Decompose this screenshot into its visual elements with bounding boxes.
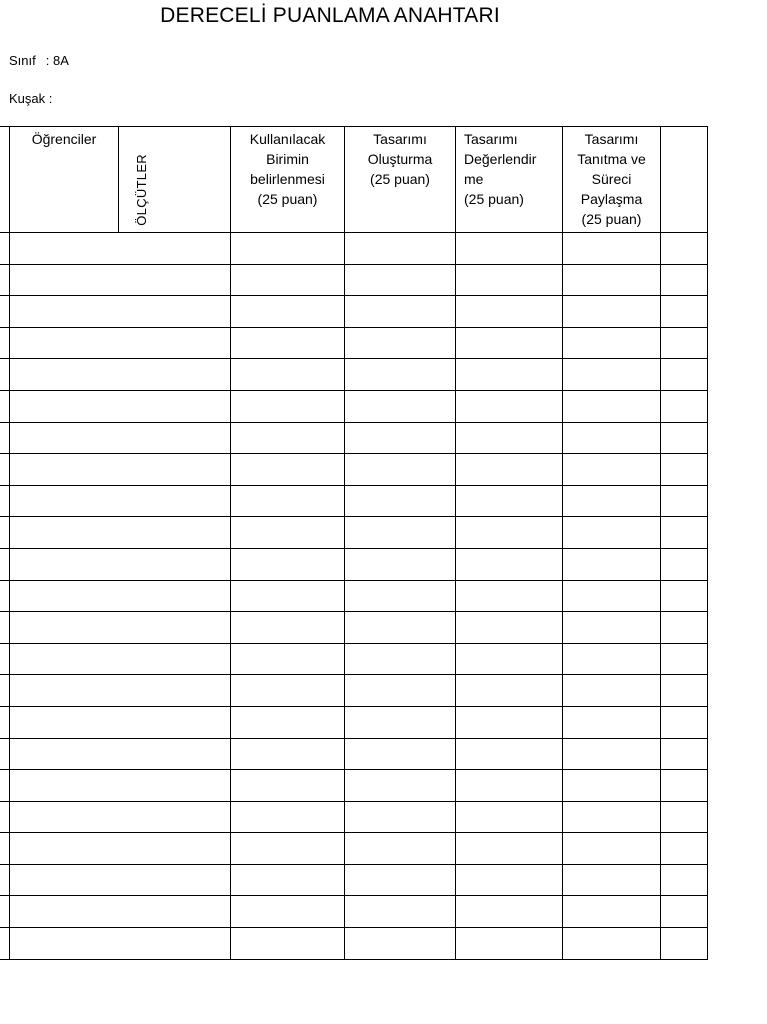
score-cell[interactable] xyxy=(345,738,456,770)
score-cell[interactable] xyxy=(0,264,10,296)
score-cell[interactable] xyxy=(456,770,563,802)
criterion-4-line: Tanıtma ve xyxy=(577,151,646,167)
score-cell[interactable] xyxy=(456,390,563,422)
score-cell[interactable] xyxy=(456,612,563,644)
table-row xyxy=(0,485,708,517)
score-cell[interactable] xyxy=(661,864,708,896)
score-cell[interactable] xyxy=(563,454,661,486)
table-row xyxy=(0,770,708,802)
page-title: DERECELİ PUANLAMA ANAHTARI xyxy=(160,4,500,27)
score-cell[interactable] xyxy=(456,928,563,960)
score-cell[interactable] xyxy=(345,928,456,960)
score-cell[interactable] xyxy=(345,833,456,865)
score-cell[interactable] xyxy=(661,612,708,644)
score-cell[interactable] xyxy=(231,675,345,707)
score-cell[interactable] xyxy=(456,833,563,865)
table-row xyxy=(0,928,708,960)
student-name-cell[interactable] xyxy=(10,422,231,454)
score-cell[interactable] xyxy=(661,327,708,359)
criterion-3-line: (25 puan) xyxy=(464,191,524,207)
score-cell[interactable] xyxy=(661,675,708,707)
score-cell[interactable] xyxy=(345,580,456,612)
score-cell[interactable] xyxy=(563,801,661,833)
score-cell[interactable] xyxy=(0,896,10,928)
score-cell[interactable] xyxy=(456,675,563,707)
score-cell[interactable] xyxy=(456,896,563,928)
table-row xyxy=(0,833,708,865)
score-cell[interactable] xyxy=(231,390,345,422)
table-header-row xyxy=(0,127,708,233)
score-cell[interactable] xyxy=(563,928,661,960)
table-row xyxy=(0,359,708,391)
score-cell[interactable] xyxy=(345,706,456,738)
score-cell[interactable] xyxy=(563,770,661,802)
score-cell[interactable] xyxy=(456,517,563,549)
score-cell[interactable] xyxy=(231,485,345,517)
student-name-cell[interactable] xyxy=(10,454,231,486)
score-cell[interactable] xyxy=(661,517,708,549)
table-row xyxy=(0,296,708,328)
criterion-4-line: Paylaşma xyxy=(580,191,643,207)
student-name-cell[interactable] xyxy=(10,517,231,549)
student-name-cell[interactable] xyxy=(10,896,231,928)
score-cell[interactable] xyxy=(456,454,563,486)
score-cell[interactable] xyxy=(0,801,10,833)
generation-info xyxy=(9,91,52,106)
score-cell[interactable] xyxy=(661,928,708,960)
score-cell[interactable] xyxy=(231,264,345,296)
score-cell[interactable] xyxy=(661,833,708,865)
score-cell[interactable] xyxy=(661,580,708,612)
score-cell[interactable] xyxy=(0,422,10,454)
score-cell[interactable] xyxy=(563,580,661,612)
score-cell[interactable] xyxy=(345,233,456,265)
table-row xyxy=(0,706,708,738)
score-cell[interactable] xyxy=(345,359,456,391)
score-cell[interactable] xyxy=(0,612,10,644)
table-row xyxy=(0,454,708,486)
score-cell[interactable] xyxy=(563,327,661,359)
score-cell[interactable] xyxy=(661,422,708,454)
score-cell[interactable] xyxy=(563,548,661,580)
score-cell[interactable] xyxy=(0,485,10,517)
student-name-cell[interactable] xyxy=(10,580,231,612)
score-cell[interactable] xyxy=(456,548,563,580)
score-cell[interactable] xyxy=(0,928,10,960)
score-cell[interactable] xyxy=(563,233,661,265)
score-cell[interactable] xyxy=(345,612,456,644)
criterion-3-line: me xyxy=(464,171,484,187)
score-cell[interactable] xyxy=(345,390,456,422)
table-row xyxy=(0,612,708,644)
score-cell[interactable] xyxy=(345,454,456,486)
score-cell[interactable] xyxy=(661,738,708,770)
student-name-cell[interactable] xyxy=(10,864,231,896)
table-row xyxy=(0,264,708,296)
score-cell[interactable] xyxy=(456,801,563,833)
score-cell[interactable] xyxy=(345,548,456,580)
criterion-2-line: Oluşturma xyxy=(367,151,433,167)
score-cell[interactable] xyxy=(563,422,661,454)
header-criterion-3 xyxy=(456,127,563,233)
score-cell[interactable] xyxy=(661,359,708,391)
criterion-1-line: belirlenmesi xyxy=(250,171,325,187)
score-cell[interactable] xyxy=(456,327,563,359)
criterion-2-line: Tasarımı xyxy=(373,131,427,147)
criterion-4-line: Süreci xyxy=(591,171,632,187)
table-row xyxy=(0,643,708,675)
score-cell[interactable] xyxy=(456,864,563,896)
score-cell[interactable] xyxy=(345,675,456,707)
student-name-cell[interactable] xyxy=(10,233,231,265)
header-criterion-4 xyxy=(563,127,661,233)
score-cell[interactable] xyxy=(0,643,10,675)
score-cell[interactable] xyxy=(661,233,708,265)
score-cell[interactable] xyxy=(0,675,10,707)
generation-label: Kuşak : xyxy=(9,91,53,106)
score-cell[interactable] xyxy=(231,706,345,738)
score-cell[interactable] xyxy=(563,390,661,422)
table-row xyxy=(0,864,708,896)
criterion-4-line: (25 puan) xyxy=(581,211,642,227)
score-cell[interactable] xyxy=(0,864,10,896)
score-cell[interactable] xyxy=(231,548,345,580)
student-name-cell[interactable] xyxy=(10,706,231,738)
score-cell[interactable] xyxy=(0,738,10,770)
score-cell[interactable] xyxy=(661,896,708,928)
score-cell[interactable] xyxy=(231,296,345,328)
student-name-cell[interactable] xyxy=(10,264,231,296)
student-name-cell[interactable] xyxy=(10,833,231,865)
score-cell[interactable] xyxy=(0,233,10,265)
class-value: : 8A xyxy=(45,53,69,68)
score-cell[interactable] xyxy=(661,770,708,802)
class-label: Sınıf xyxy=(9,53,36,68)
student-name-cell[interactable] xyxy=(10,801,231,833)
score-cell[interactable] xyxy=(345,517,456,549)
score-cell[interactable] xyxy=(661,390,708,422)
score-cell[interactable] xyxy=(345,296,456,328)
score-cell[interactable] xyxy=(661,454,708,486)
table-row xyxy=(0,801,708,833)
criterion-3-line: Tasarımı xyxy=(464,131,518,147)
score-cell[interactable] xyxy=(231,643,345,675)
score-cell[interactable] xyxy=(563,612,661,644)
header-total-blank xyxy=(661,127,708,233)
score-cell[interactable] xyxy=(0,359,10,391)
score-cell[interactable] xyxy=(456,643,563,675)
criterion-1-line: Birimin xyxy=(266,151,309,167)
score-cell[interactable] xyxy=(661,706,708,738)
score-cell[interactable] xyxy=(345,770,456,802)
score-cell[interactable] xyxy=(0,390,10,422)
score-cell[interactable] xyxy=(563,485,661,517)
score-cell[interactable] xyxy=(0,327,10,359)
criterion-4-line: Tasarımı xyxy=(584,131,639,147)
score-cell[interactable] xyxy=(661,801,708,833)
score-cell[interactable] xyxy=(231,928,345,960)
table-row xyxy=(0,233,708,265)
score-cell[interactable] xyxy=(0,517,10,549)
criteria-vertical-label: ÖLÇÜTLER xyxy=(134,154,149,226)
table-row xyxy=(0,548,708,580)
student-name-cell[interactable] xyxy=(10,548,231,580)
student-name-cell[interactable] xyxy=(10,327,231,359)
table-row xyxy=(0,422,708,454)
score-cell[interactable] xyxy=(456,264,563,296)
score-cell[interactable] xyxy=(661,485,708,517)
score-cell[interactable] xyxy=(231,738,345,770)
score-cell[interactable] xyxy=(345,896,456,928)
score-cell[interactable] xyxy=(563,675,661,707)
rubric-table xyxy=(0,126,708,960)
student-name-cell[interactable] xyxy=(10,612,231,644)
score-cell[interactable] xyxy=(345,643,456,675)
table-row xyxy=(0,390,708,422)
score-cell[interactable] xyxy=(456,706,563,738)
student-name-cell[interactable] xyxy=(10,643,231,675)
score-cell[interactable] xyxy=(661,643,708,675)
score-cell[interactable] xyxy=(231,233,345,265)
score-cell[interactable] xyxy=(0,454,10,486)
score-cell[interactable] xyxy=(563,296,661,328)
score-cell[interactable] xyxy=(231,359,345,391)
student-name-cell[interactable] xyxy=(10,296,231,328)
score-cell[interactable] xyxy=(231,422,345,454)
score-cell[interactable] xyxy=(231,801,345,833)
score-cell[interactable] xyxy=(345,422,456,454)
score-cell[interactable] xyxy=(231,454,345,486)
score-cell[interactable] xyxy=(661,548,708,580)
student-name-cell[interactable] xyxy=(10,390,231,422)
score-cell[interactable] xyxy=(0,833,10,865)
criterion-1-line: (25 puan) xyxy=(257,191,318,207)
score-cell[interactable] xyxy=(456,422,563,454)
score-cell[interactable] xyxy=(231,833,345,865)
score-cell[interactable] xyxy=(563,643,661,675)
header-criterion-2 xyxy=(345,127,456,233)
class-info xyxy=(9,53,69,68)
criterion-3-line: Değerlendir xyxy=(464,151,537,167)
header-criteria-label xyxy=(119,127,231,233)
student-name-cell[interactable] xyxy=(10,485,231,517)
score-cell[interactable] xyxy=(345,801,456,833)
score-cell[interactable] xyxy=(231,864,345,896)
criterion-2-line: (25 puan) xyxy=(370,171,430,187)
student-name-cell[interactable] xyxy=(10,675,231,707)
criterion-1-line: Kullanılacak xyxy=(249,131,326,147)
header-criterion-1 xyxy=(231,127,345,233)
score-cell[interactable] xyxy=(563,896,661,928)
score-cell[interactable] xyxy=(345,264,456,296)
table-row xyxy=(0,738,708,770)
score-cell[interactable] xyxy=(563,517,661,549)
score-cell[interactable] xyxy=(456,485,563,517)
table-row xyxy=(0,517,708,549)
score-cell[interactable] xyxy=(231,517,345,549)
score-cell[interactable] xyxy=(0,706,10,738)
student-name-cell[interactable] xyxy=(10,928,231,960)
score-cell[interactable] xyxy=(456,738,563,770)
score-cell[interactable] xyxy=(231,896,345,928)
table-row xyxy=(0,327,708,359)
score-cell[interactable] xyxy=(0,770,10,802)
score-cell[interactable] xyxy=(563,738,661,770)
header-cell-blank xyxy=(0,127,10,233)
score-cell[interactable] xyxy=(456,580,563,612)
score-cell[interactable] xyxy=(456,233,563,265)
score-cell[interactable] xyxy=(456,296,563,328)
score-cell[interactable] xyxy=(563,833,661,865)
score-cell[interactable] xyxy=(345,864,456,896)
score-cell[interactable] xyxy=(0,580,10,612)
score-cell[interactable] xyxy=(231,580,345,612)
score-cell[interactable] xyxy=(563,264,661,296)
score-cell[interactable] xyxy=(0,548,10,580)
score-cell[interactable] xyxy=(0,296,10,328)
score-cell[interactable] xyxy=(563,864,661,896)
table-row xyxy=(0,675,708,707)
score-cell[interactable] xyxy=(231,612,345,644)
score-cell[interactable] xyxy=(231,770,345,802)
score-cell[interactable] xyxy=(563,359,661,391)
score-cell[interactable] xyxy=(345,485,456,517)
student-name-cell[interactable] xyxy=(10,738,231,770)
score-cell[interactable] xyxy=(661,264,708,296)
student-name-cell[interactable] xyxy=(10,359,231,391)
table-row xyxy=(0,580,708,612)
table-row xyxy=(0,896,708,928)
header-students: Öğrenciler xyxy=(10,127,119,233)
student-name-cell[interactable] xyxy=(10,770,231,802)
score-cell[interactable] xyxy=(345,327,456,359)
score-cell[interactable] xyxy=(456,359,563,391)
score-cell[interactable] xyxy=(231,327,345,359)
score-cell[interactable] xyxy=(661,296,708,328)
score-cell[interactable] xyxy=(563,706,661,738)
